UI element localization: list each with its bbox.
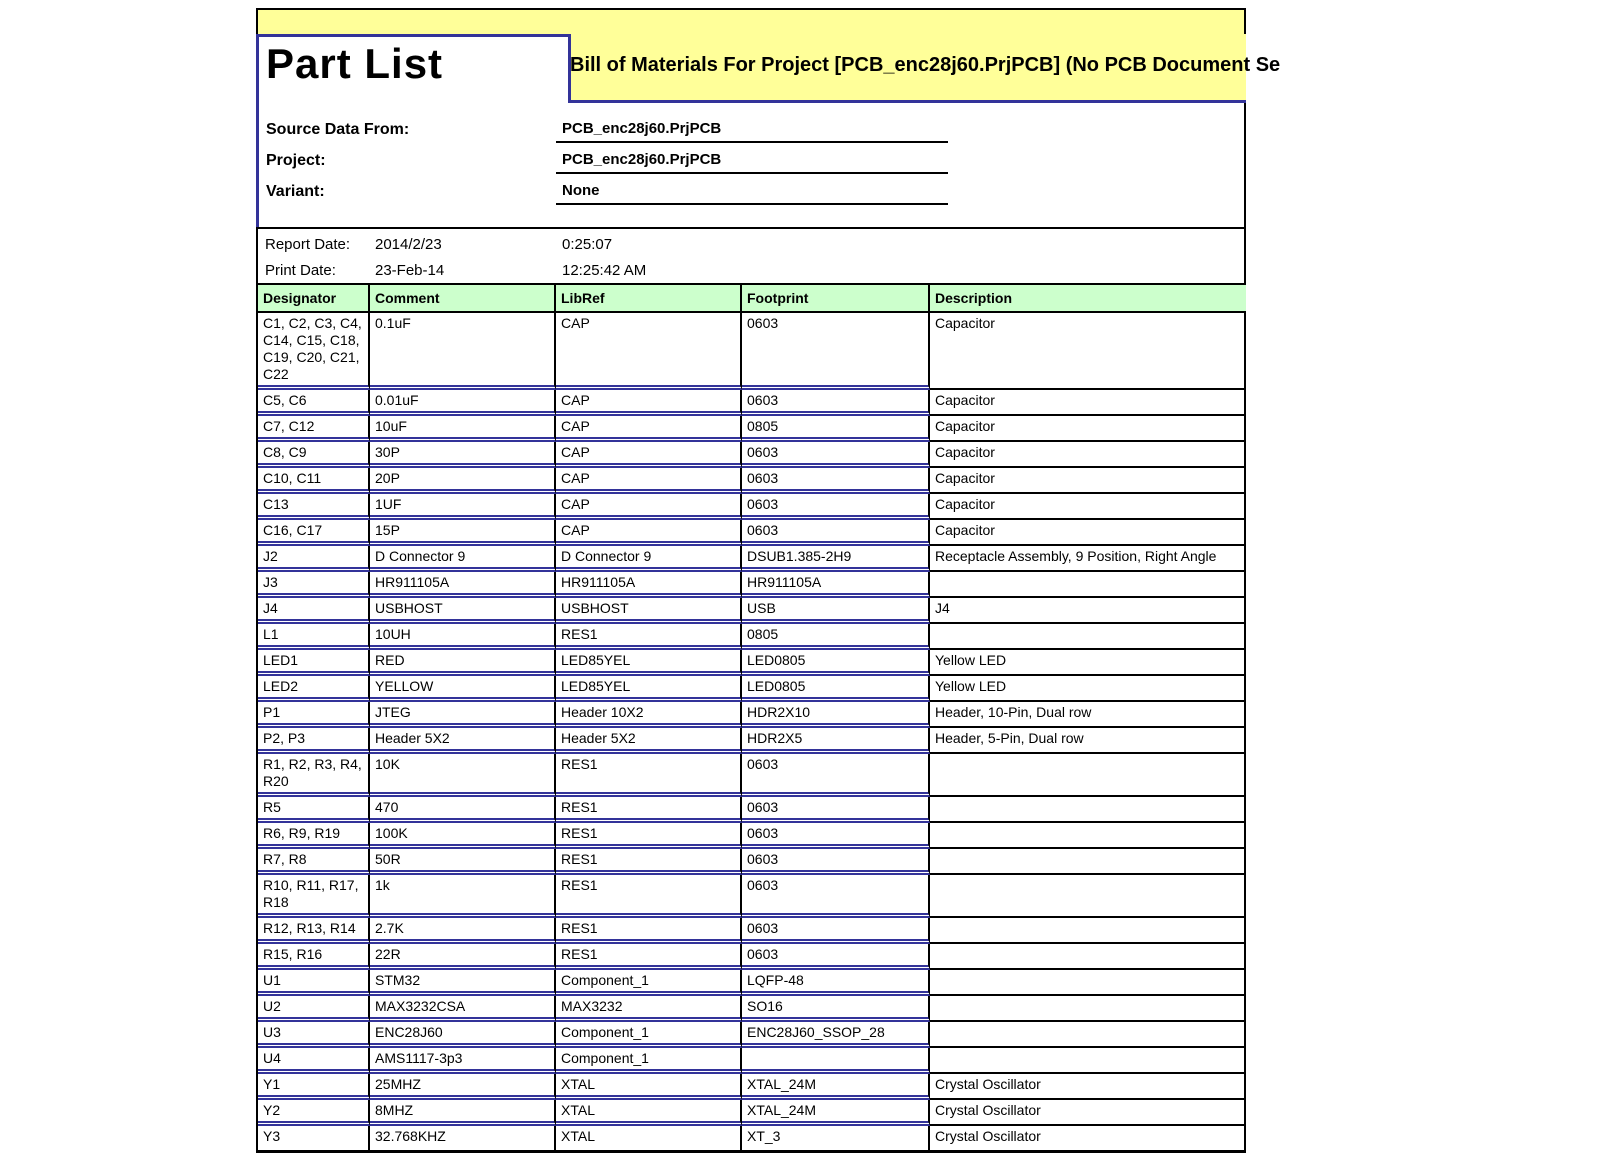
navy-left-rule <box>256 34 259 227</box>
cell-comment: 10K <box>370 754 556 797</box>
print-date-label: Print Date: <box>265 262 336 279</box>
cell-designator: C5, C6 <box>258 390 370 416</box>
cell-designator: U4 <box>258 1048 370 1074</box>
table-row <box>258 1022 1246 1048</box>
cell-description: Header, 5-Pin, Dual row <box>930 728 1246 754</box>
cell-designator: C7, C12 <box>258 416 370 442</box>
cell-comment: ENC28J60 <box>370 1022 556 1048</box>
cell-comment: D Connector 9 <box>370 546 556 572</box>
cell-comment: AMS1117-3p3 <box>370 1048 556 1074</box>
table-row <box>258 313 1246 390</box>
cell-designator: LED2 <box>258 676 370 702</box>
cell-footprint: HR911105A <box>742 572 930 598</box>
cell-libref: Header 10X2 <box>556 702 742 728</box>
cell-footprint: 0603 <box>742 442 930 468</box>
cell-designator: R12, R13, R14 <box>258 918 370 944</box>
table-row <box>258 754 1246 797</box>
part-list-sheet <box>256 8 1281 1153</box>
cell-comment: JTEG <box>370 702 556 728</box>
cell-description <box>930 572 1246 598</box>
cell-libref: CAP <box>556 442 742 468</box>
cell-libref: Component_1 <box>556 970 742 996</box>
cell-footprint: 0603 <box>742 918 930 944</box>
cell-description: Capacitor <box>930 442 1246 468</box>
cell-footprint: LED0805 <box>742 650 930 676</box>
bom-table <box>258 283 1246 1153</box>
table-row <box>258 728 1246 754</box>
top-yellow-band <box>258 10 1244 34</box>
cell-description <box>930 1048 1246 1074</box>
cell-description: Yellow LED <box>930 676 1246 702</box>
table-row <box>258 650 1246 676</box>
cell-designator: J4 <box>258 598 370 624</box>
cell-comment: 25MHZ <box>370 1074 556 1100</box>
cell-footprint <box>742 1048 930 1074</box>
table-row <box>258 1126 1246 1153</box>
cell-footprint: USB <box>742 598 930 624</box>
report-date-value: 2014/2/23 <box>375 236 442 253</box>
table-row <box>258 598 1246 624</box>
cell-comment: 100K <box>370 823 556 849</box>
cell-description <box>930 823 1246 849</box>
cell-footprint: 0805 <box>742 416 930 442</box>
cell-description <box>930 944 1246 970</box>
cell-description <box>930 849 1246 875</box>
cell-comment: 30P <box>370 442 556 468</box>
cell-designator: P1 <box>258 702 370 728</box>
print-date-value: 23-Feb-14 <box>375 262 445 279</box>
cell-designator: Y3 <box>258 1126 370 1153</box>
cell-description: Receptacle Assembly, 9 Position, Right Angle <box>930 546 1246 572</box>
table-row <box>258 918 1246 944</box>
cell-designator: R7, R8 <box>258 849 370 875</box>
cell-libref: CAP <box>556 416 742 442</box>
cell-designator: J3 <box>258 572 370 598</box>
table-row <box>258 468 1246 494</box>
cell-description: Crystal Oscillator <box>930 1074 1246 1100</box>
source-data-label: Source Data From: <box>266 121 410 138</box>
cell-designator: P2, P3 <box>258 728 370 754</box>
table-row <box>258 676 1246 702</box>
cell-description: Crystal Oscillator <box>930 1126 1246 1153</box>
cell-footprint: 0603 <box>742 754 930 797</box>
cell-footprint: 0603 <box>742 944 930 970</box>
cell-comment: 470 <box>370 797 556 823</box>
cell-libref: CAP <box>556 390 742 416</box>
table-row <box>258 996 1246 1022</box>
cell-designator: R1, R2, R3, R4, R20 <box>258 754 370 797</box>
cell-description <box>930 624 1246 650</box>
print-time-value: 12:25:42 AM <box>562 262 647 279</box>
divider-line <box>256 227 1246 229</box>
cell-libref: XTAL <box>556 1126 742 1153</box>
table-row <box>258 1100 1246 1126</box>
col-header-footprint: Footprint <box>742 283 930 313</box>
cell-designator: C8, C9 <box>258 442 370 468</box>
cell-description: J4 <box>930 598 1246 624</box>
cell-libref: Component_1 <box>556 1048 742 1074</box>
cell-libref: CAP <box>556 468 742 494</box>
table-row <box>258 875 1246 918</box>
cell-designator: U1 <box>258 970 370 996</box>
cell-designator: R6, R9, R19 <box>258 823 370 849</box>
cell-footprint: 0603 <box>742 468 930 494</box>
cell-description: Capacitor <box>930 416 1246 442</box>
cell-comment: 1k <box>370 875 556 918</box>
cell-libref: LED85YEL <box>556 676 742 702</box>
cell-comment: 50R <box>370 849 556 875</box>
cell-libref: CAP <box>556 520 742 546</box>
cell-description: Capacitor <box>930 313 1246 390</box>
cell-footprint: XTAL_24M <box>742 1074 930 1100</box>
cell-description: Capacitor <box>930 520 1246 546</box>
cell-designator: R10, R11, R17, R18 <box>258 875 370 918</box>
cell-footprint: LQFP-48 <box>742 970 930 996</box>
cell-comment: 10UH <box>370 624 556 650</box>
cell-footprint: HDR2X10 <box>742 702 930 728</box>
cell-comment: HR911105A <box>370 572 556 598</box>
cell-libref: LED85YEL <box>556 650 742 676</box>
cell-footprint: 0603 <box>742 849 930 875</box>
cell-designator: R5 <box>258 797 370 823</box>
cell-designator: C16, C17 <box>258 520 370 546</box>
table-row <box>258 1048 1246 1074</box>
cell-comment: 2.7K <box>370 918 556 944</box>
cell-comment: USBHOST <box>370 598 556 624</box>
cell-designator: Y2 <box>258 1100 370 1126</box>
table-row <box>258 416 1246 442</box>
cell-footprint: 0603 <box>742 520 930 546</box>
col-header-description: Description <box>930 283 1246 313</box>
cell-description: Yellow LED <box>930 650 1246 676</box>
table-header-row <box>258 283 1246 313</box>
cell-libref: RES1 <box>556 754 742 797</box>
table-row <box>258 797 1246 823</box>
cell-comment: 22R <box>370 944 556 970</box>
cell-libref: RES1 <box>556 875 742 918</box>
cell-designator: R15, R16 <box>258 944 370 970</box>
cell-footprint: 0603 <box>742 875 930 918</box>
table-row <box>258 823 1246 849</box>
cell-footprint: ENC28J60_SSOP_28 <box>742 1022 930 1048</box>
cell-comment: STM32 <box>370 970 556 996</box>
cell-libref: RES1 <box>556 797 742 823</box>
table-row <box>258 702 1246 728</box>
cell-designator: LED1 <box>258 650 370 676</box>
cell-footprint: XTAL_24M <box>742 1100 930 1126</box>
cell-footprint: 0603 <box>742 390 930 416</box>
cell-footprint: 0603 <box>742 494 930 520</box>
table-row <box>258 624 1246 650</box>
cell-footprint: XT_3 <box>742 1126 930 1153</box>
cell-description: Capacitor <box>930 494 1246 520</box>
table-row <box>258 572 1246 598</box>
col-header-libref: LibRef <box>556 283 742 313</box>
cell-footprint: 0805 <box>742 624 930 650</box>
cell-comment: 8MHZ <box>370 1100 556 1126</box>
cell-footprint: 0603 <box>742 823 930 849</box>
cell-designator: C13 <box>258 494 370 520</box>
cell-description <box>930 754 1246 797</box>
cell-libref: RES1 <box>556 918 742 944</box>
cell-libref: XTAL <box>556 1100 742 1126</box>
cell-comment: 15P <box>370 520 556 546</box>
table-row <box>258 390 1246 416</box>
report-date-label: Report Date: <box>265 236 351 253</box>
cell-comment: 1UF <box>370 494 556 520</box>
navy-top-rule <box>258 34 568 37</box>
cell-libref: USBHOST <box>556 598 742 624</box>
table-row <box>258 442 1246 468</box>
cell-designator: U2 <box>258 996 370 1022</box>
cell-libref: RES1 <box>556 624 742 650</box>
cell-description <box>930 996 1246 1022</box>
report-header <box>258 10 1281 283</box>
table-row <box>258 494 1246 520</box>
cell-libref: CAP <box>556 494 742 520</box>
table-row <box>258 944 1246 970</box>
cell-comment: YELLOW <box>370 676 556 702</box>
cell-comment: 10uF <box>370 416 556 442</box>
source-data-value: PCB_enc28j60.PrjPCB <box>556 120 948 143</box>
project-value: PCB_enc28j60.PrjPCB <box>556 151 948 174</box>
table-row <box>258 520 1246 546</box>
cell-libref: Component_1 <box>556 1022 742 1048</box>
cell-comment: 0.01uF <box>370 390 556 416</box>
page-title: Part List <box>266 40 444 87</box>
cell-libref: RES1 <box>556 944 742 970</box>
cell-libref: RES1 <box>556 823 742 849</box>
cell-comment: 32.768KHZ <box>370 1126 556 1153</box>
table-row <box>258 849 1246 875</box>
cell-designator: L1 <box>258 624 370 650</box>
cell-libref: D Connector 9 <box>556 546 742 572</box>
cell-comment: RED <box>370 650 556 676</box>
cell-designator: J2 <box>258 546 370 572</box>
cell-comment: Header 5X2 <box>370 728 556 754</box>
variant-label: Variant: <box>266 183 325 200</box>
cell-libref: XTAL <box>556 1074 742 1100</box>
cell-footprint: SO16 <box>742 996 930 1022</box>
variant-value: None <box>556 182 948 205</box>
cell-designator: C10, C11 <box>258 468 370 494</box>
cell-libref: HR911105A <box>556 572 742 598</box>
cell-libref: RES1 <box>556 849 742 875</box>
cell-footprint: 0603 <box>742 313 930 390</box>
cell-footprint: LED0805 <box>742 676 930 702</box>
cell-description <box>930 875 1246 918</box>
cell-description <box>930 797 1246 823</box>
table-row <box>258 1074 1246 1100</box>
cell-comment: MAX3232CSA <box>370 996 556 1022</box>
cell-description: Crystal Oscillator <box>930 1100 1246 1126</box>
cell-designator: U3 <box>258 1022 370 1048</box>
cell-description <box>930 1022 1246 1048</box>
cell-footprint: HDR2X5 <box>742 728 930 754</box>
col-header-comment: Comment <box>370 283 556 313</box>
table-row <box>258 970 1246 996</box>
cell-comment: 20P <box>370 468 556 494</box>
table-row <box>258 546 1246 572</box>
cell-designator: Y1 <box>258 1074 370 1100</box>
cell-libref: Header 5X2 <box>556 728 742 754</box>
project-label: Project: <box>266 152 326 169</box>
bom-title: Bill of Materials For Project [PCB_enc28j60.PrjPCB] (No PCB Document Se <box>570 54 1281 76</box>
cell-comment: 0.1uF <box>370 313 556 390</box>
report-time-value: 0:25:07 <box>562 236 613 253</box>
cell-description: Capacitor <box>930 390 1246 416</box>
cell-description: Header, 10-Pin, Dual row <box>930 702 1246 728</box>
cell-designator: C1, C2, C3, C4, C14, C15, C18, C19, C20, C21, C22 <box>258 313 370 390</box>
cell-description <box>930 970 1246 996</box>
col-header-designator: Designator <box>258 283 370 313</box>
cell-description: Capacitor <box>930 468 1246 494</box>
cell-libref: CAP <box>556 313 742 390</box>
cell-description <box>930 918 1246 944</box>
cell-footprint: 0603 <box>742 797 930 823</box>
cell-footprint: DSUB1.385-2H9 <box>742 546 930 572</box>
cell-libref: MAX3232 <box>556 996 742 1022</box>
